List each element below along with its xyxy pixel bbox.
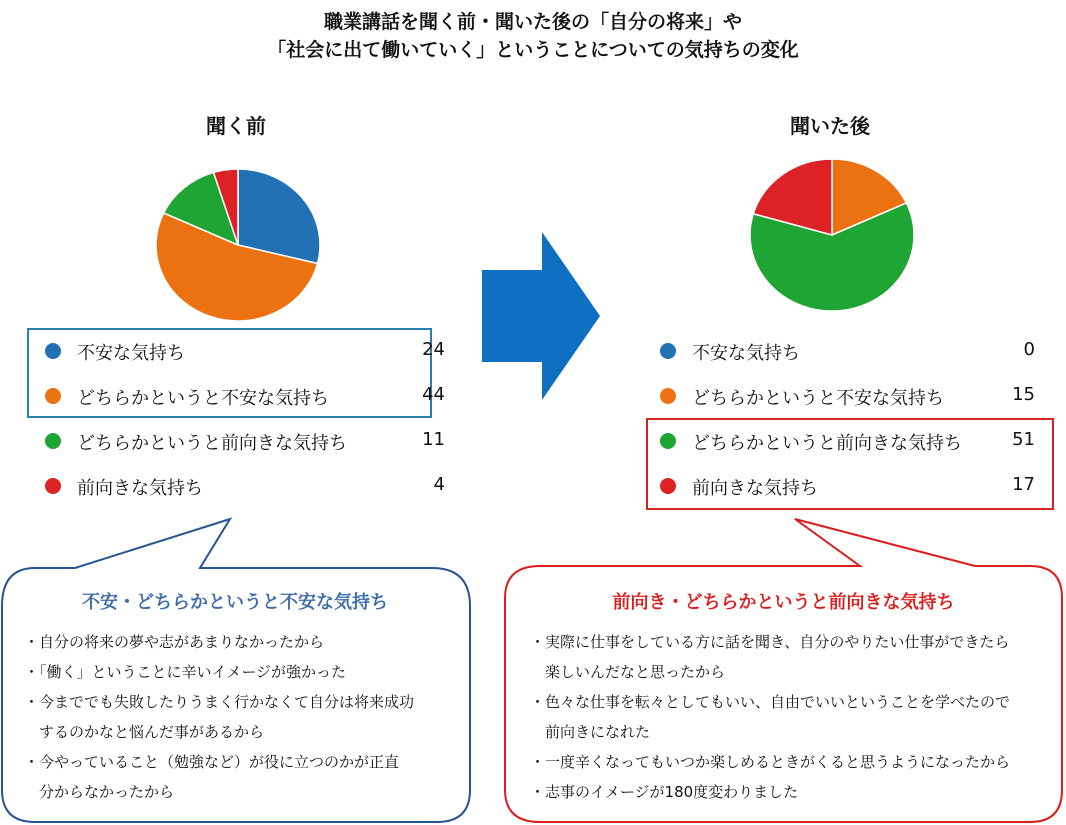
callout-bullet: ・今まででも失敗したりうまく行かなくて自分は将来成功 [24, 693, 415, 711]
legend-value: 51 [1012, 429, 1035, 450]
left-callout-title: 不安・どちらかというと不安な気持ち [82, 592, 388, 613]
title-line-2: 「社会に出て働いていく」ということについての気持ちの変化 [267, 39, 799, 61]
legend-value: 0 [1023, 339, 1035, 360]
legend-label: どちらかというと不安な気持ち [77, 388, 329, 409]
callout-bullet: ・色々な仕事を転々としてもいい、自由でいいということを学べたので [530, 693, 1011, 711]
legend-label: どちらかというと前向きな気持ち [692, 433, 962, 454]
right-callout-title: 前向き・どちらかというと前向きな気持ち [612, 592, 955, 613]
callout-bullet: ・一度辛くなってもいつか楽しめるときがくると思うようになったから [530, 753, 1011, 771]
right-callout-bullets [530, 627, 1010, 807]
legend-value: 11 [422, 429, 445, 450]
callout-bullet: ・志事のイメージが180度変わりました [530, 783, 799, 801]
callout-bullet: するのかなと悩んだ事があるから [24, 723, 265, 741]
callout-bullet: 前向きになれた [530, 723, 651, 741]
legend-label: 前向きな気持ち [77, 478, 203, 499]
legend-label: 不安な気持ち [692, 343, 800, 364]
legend-value: 4 [433, 474, 445, 495]
after-pie-title: 聞いた後 [790, 114, 870, 138]
legend-label: どちらかというと不安な気持ち [692, 388, 944, 409]
title-line-1: 職業講話を聞く前・聞いた後の「自分の将来」や [323, 11, 742, 33]
before-pie-title: 聞く前 [206, 114, 266, 138]
callout-bullet: ・自分の将来の夢や志があまりなかったから [24, 633, 325, 651]
legend-label: 不安な気持ち [77, 343, 185, 364]
legend-value: 17 [1012, 474, 1035, 495]
left-callout-bullets [24, 627, 414, 807]
legend-value: 15 [1012, 384, 1035, 405]
callout-bullet: ・「働く」ということに辛いイメージが強かった [24, 663, 347, 681]
callout-bullet: 楽しいんだなと思ったから [530, 663, 726, 681]
callout-bullet: 分からなかったから [24, 783, 175, 801]
legend-value: 24 [422, 339, 445, 360]
legend-label: どちらかというと前向きな気持ち [77, 433, 347, 454]
legend-label: 前向きな気持ち [692, 478, 818, 499]
callout-bullet: ・今やっていること（勉強など）が役に立つのかが正直 [24, 753, 400, 771]
callout-bullet: ・実際に仕事をしている方に話を聞き、自分のやりたい仕事ができたら [530, 633, 1010, 651]
legend-value: 44 [422, 384, 445, 405]
